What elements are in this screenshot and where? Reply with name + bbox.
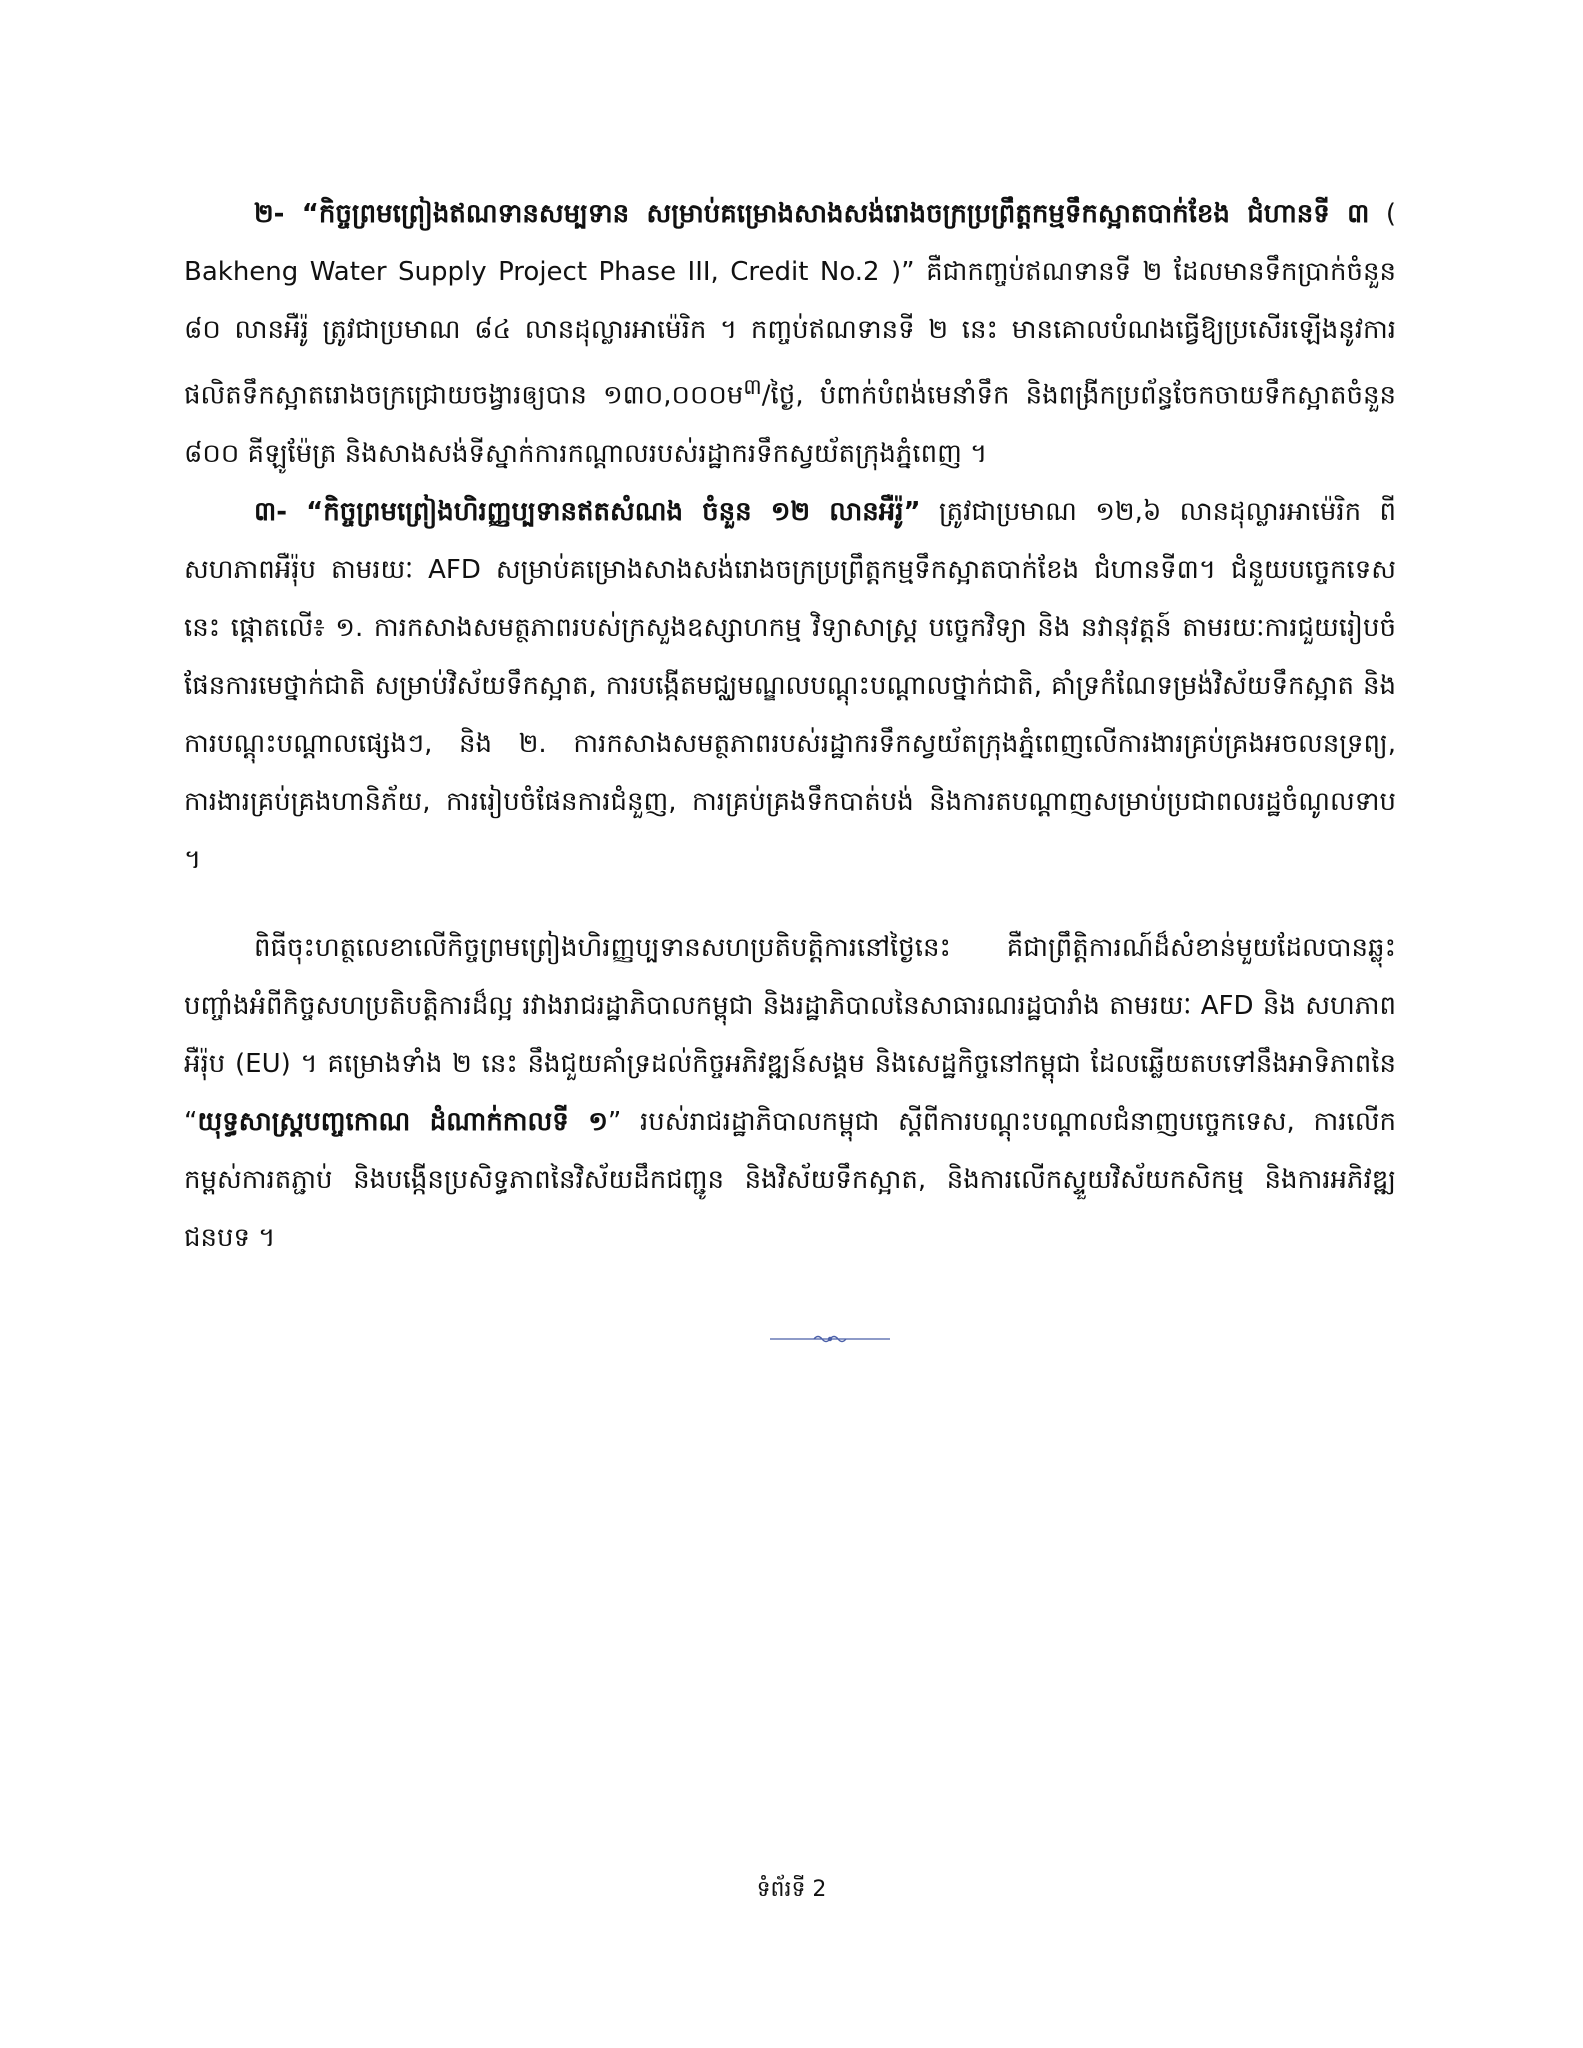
paragraph-credit-agreement [184, 185, 1396, 483]
ceremony-text: ពិធីចុះហត្ថលេខាលើកិច្ចព្រមព្រៀងហិរញ្ញប្បទានសហប្រតិបត្តិការនៅថ្ងៃនេះ គឺជាព្រឹត្តិការណ៍ដ៏សំខាន់មួយដែលបានឆ្លុះបញ្ចាំងអំពីកិច្ចសហប្រតិបត្តិការដ៏ល្អ រវាងរាជរដ្ឋាភិបាលកម្ពុជា និងរដ្ឋាភិបាលនៃសាធារណរដ្ឋបារាំង តាមរយៈ AFD និង សហភាពអឺរ៉ុប (EU) ។ គម្រោងទាំង ២ នេះ នឹងជួយគាំទ្រដល់កិច្ចអភិវឌ្ឍន៍សង្គម និងសេដ្ឋកិច្ចនៅកម្ពុជា ដែលឆ្លើយតបទៅនឹងអាទិភាពនៃ “ [184, 932, 1396, 1137]
agreement-text: ( Bakheng Water Supply Project Phase III, Credit No.2 )” គឺជាកញ្ចប់ឥណទានទី ២ ដែលមានទឹកប្រាក់ចំនួន ៨០ លានអឺរ៉ូ ត្រូវជាប្រមាណ ៨៤ លានដុល្លារអាម៉េរិក ។ កញ្ចប់ឥណទានទី ២ នេះ មានគោលបំណងធ្វើឱ្យប្រសើរឡើងនូវការផលិតទឹកស្អាតរោងចក្រជ្រោយចង្វារឲ្យបាន ១៣០,០០០ម [184, 199, 1396, 411]
paragraph-signing-ceremony [184, 919, 1396, 1267]
page-number: ទំព័រទី 2 [756, 1877, 827, 1902]
divider-ornament-icon [770, 1332, 890, 1346]
pentagonal-strategy-bold: យុទ្ធសាស្ត្របញ្ចកោណ ដំណាក់កាលទី ១ [197, 1106, 608, 1137]
ceremony-text-tail: ” របស់រាជរដ្ឋាភិបាលកម្ពុជា ស្ដីពីការបណ្ដុះបណ្ដាលជំនាញបច្ចេកទេស, ការលើកកម្ពស់ការតភ្ជាប់ និងបង្កើនប្រសិទ្ធភាពនៃវិស័យដឹកជញ្ជូន និងវិស័យទឹកស្អាត, និងការលើកស្ទួយវិស័យកសិកម្ម និងការអភិវឌ្ឍជនបទ ។ [184, 1106, 1396, 1253]
superscript: ៣ [743, 375, 762, 400]
paragraph-grant-agreement [184, 483, 1396, 889]
agreement-text-tail: /ថ្ងៃ, បំពាក់បំពង់មេនាំទឹក និងពង្រីកប្រព័ន្ធចែកចាយទឹកស្អាតចំនួន ៨០០ គីឡូម៉ែត្រ និងសាងសង់ទីស្នាក់ការកណ្ដាលរបស់រដ្ឋាករទឹកស្វយ័តក្រុងភ្នំពេញ ។ [184, 380, 1396, 469]
document-body [184, 185, 1396, 1267]
grant-text: ត្រូវជាប្រមាណ ១២,៦ លានដុល្លារអាម៉េរិក ពីសហភាពអឺរ៉ុប តាមរយៈ AFD សម្រាប់គម្រោងសាងសង់រោងចក្រប្រព្រឹត្តកម្មទឹកស្អាតបាក់ខែង ជំហានទី៣។ ជំនួយបច្ចេកទេសនេះ ផ្ដោតលើ៖ ១. ការកសាងសមត្ថភាពរបស់ក្រសួងឧស្សាហកម្ម វិទ្យាសាស្ត្រ បច្ចេកវិទ្យា និង នវានុវត្តន៍ តាមរយៈការជួយរៀបចំផែនការមេថ្នាក់ជាតិ សម្រាប់វិស័យទឹកស្អាត, ការបង្កើតមជ្ឈមណ្ឌលបណ្ដុះបណ្ដាលថ្នាក់ជាតិ, គាំទ្រកំណែទម្រង់វិស័យទឹកស្អាត និងការបណ្ដុះបណ្ដាលផ្សេងៗ, និង ២. ការកសាងសមត្ថភាពរបស់រដ្ឋាករទឹកស្វយ័តក្រុងភ្នំពេញលើការងារគ្រប់គ្រងអចលនទ្រព្យ, ការងារគ្រប់គ្រងហានិភ័យ, ការរៀបចំផែនការជំនួញ, ការគ្រប់គ្រងទឹកបាត់បង់ និងការតបណ្ដាញសម្រាប់ប្រជាពលរដ្ឋចំណូលទាប ។ [184, 496, 1396, 875]
paragraph-spacer [184, 889, 1396, 919]
grant-title-bold: ៣- “កិច្ចព្រមព្រៀងហិរញ្ញប្បទានឥតសំណង ចំនួន ១២ លានអឺរ៉ូ” [254, 496, 921, 527]
agreement-title-bold: ២- “កិច្ចព្រមព្រៀងឥណទានសម្បទាន សម្រាប់គម្រោងសាងសង់រោងចក្រប្រព្រឹត្តកម្មទឹកស្អាតបាក់ខែង ជំហានទី ៣ [254, 199, 1370, 229]
